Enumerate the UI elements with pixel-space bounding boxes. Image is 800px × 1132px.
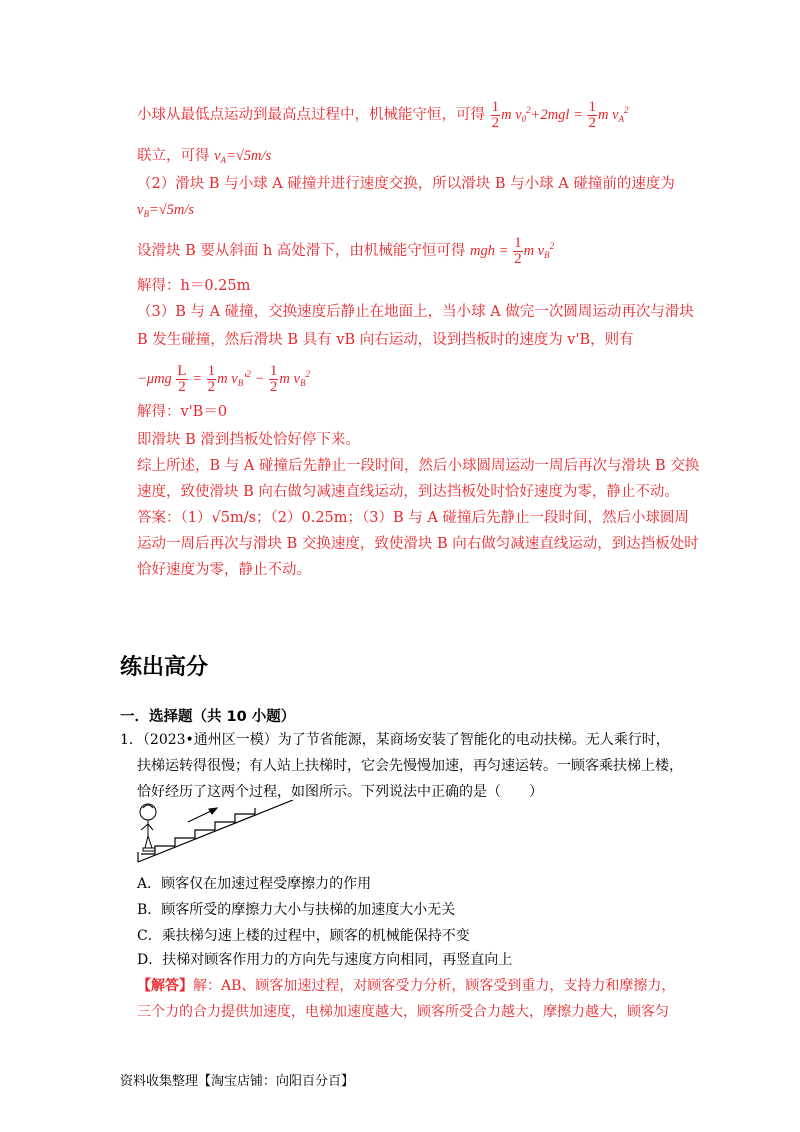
friction-equation: −μmg $\frac{L}{2}$ = $\frac{1}{2}$ m $v_B'^2$ − $\frac{1}{2}$ m $v_B^2$ bbox=[137, 363, 310, 396]
escalator-figure bbox=[133, 800, 298, 866]
option-a: A．顾客仅在加速过程受摩擦力的作用 bbox=[137, 876, 372, 892]
energy-equation: $\frac{1}{2}$ m $v_0^2+2mgl$ = $\frac{1}{2}$ m $v_A^2$ bbox=[491, 99, 629, 132]
motion-arrow-icon bbox=[188, 808, 217, 822]
summary-line2: 速度，致使滑块 B 向右做匀减速直线运动，到达挡板处时恰好速度为零，静止不动。 bbox=[137, 484, 679, 500]
answer-h: 解得：h＝0.25m bbox=[137, 278, 251, 294]
option-d: D．扶梯对顾客作用力的方向先与速度方向相同，再竖直向上 bbox=[137, 952, 513, 968]
answer-tag: 【解答】 bbox=[137, 978, 193, 994]
solution-part3-line2: B 发生碰撞，然后滑块 B 具有 vB 向右运动，设到挡板时的速度为 v'B，则有 bbox=[137, 332, 634, 348]
final-answer-line2: 运动一周后再次与滑块 B 交换速度，致使滑块 B 向右做匀减速直线运动，到达挡板处时 bbox=[137, 536, 699, 552]
page-heading: 练出高分 bbox=[120, 655, 209, 680]
person-icon bbox=[140, 804, 156, 851]
question-line1: 1．（2023•通州区一模）为了节省能源，某商场安装了智能化的电动扶梯。无人乘行时， bbox=[120, 732, 670, 748]
final-answer-line1: 答案：（1）√5m/s；（2）0.25m；（3）B 与 A 碰撞后先静止一段时间，然后小球圆周 bbox=[137, 510, 689, 526]
section-title: 一．选择题（共 10 小题） bbox=[120, 709, 296, 725]
stop-text: 即滑块 B 滑到挡板处恰好停下来。 bbox=[137, 432, 360, 448]
solution-line-combine: 联立，可得 $v_A=√5m/s$ bbox=[137, 148, 272, 165]
option-c: C．乘扶梯匀速上楼的过程中，顾客的机械能保持不变 bbox=[137, 928, 470, 944]
question-line3: 恰好经历了这两个过程，如图所示。下列说法中正确的是（ ） bbox=[137, 784, 543, 800]
solution-line-h: 设滑块 B 要从斜面 h 高处滑下，由机械能守恒可得 mgh = $\frac{1}{2}$ m $v_B^2$ bbox=[137, 235, 555, 268]
answer-vb: 解得：v'B＝0 bbox=[137, 404, 228, 420]
answer-line1: 【解答】解：AB、顾客加速过程，对顾客受力分析，顾客受到重力，支持力和摩擦力， bbox=[137, 978, 676, 994]
solution-line-energy: 小球从最低点运动到最高点过程中，机械能守恒，可得 $\frac{1}{2}$ m $v_0^2+2mgl$ = $\frac{1}{2}$ m $v_A^2$ bbox=[137, 99, 629, 132]
summary-line1: 综上所述，B 与 A 碰撞后先静止一段时间，然后小球圆周运动一周后再次与滑块 B 交换 bbox=[137, 458, 700, 474]
option-b: B．顾客所受的摩擦力大小与扶梯的加速度大小无关 bbox=[137, 902, 456, 918]
question-line2: 扶梯运转得很慢；有人站上扶梯时，它会先慢慢加速，再匀速运转。一顾客乘扶梯上楼， bbox=[137, 758, 683, 774]
solution-part3-line1: （3）B 与 A 碰撞，交换速度后静止在地面上，当小球 A 做完一次圆周运动再次与滑块 bbox=[137, 304, 694, 320]
final-answer-line3: 恰好速度为零，静止不动。 bbox=[137, 562, 311, 578]
solution-part2-line1: （2）滑块 B 与小球 A 碰撞并进行速度交换，所以滑块 B 与小球 A 碰撞前的速度为 bbox=[137, 176, 675, 192]
page-footer: 资料收集整理【淘宝店铺：向阳百分百】 bbox=[120, 1074, 355, 1089]
answer-line2: 三个力的合力提供加速度，电梯加速度越大，顾客所受合力越大，摩擦力越大，顾客匀 bbox=[137, 1004, 669, 1020]
solution-part2-line2: $v_B=√5m/s$ bbox=[137, 202, 195, 219]
